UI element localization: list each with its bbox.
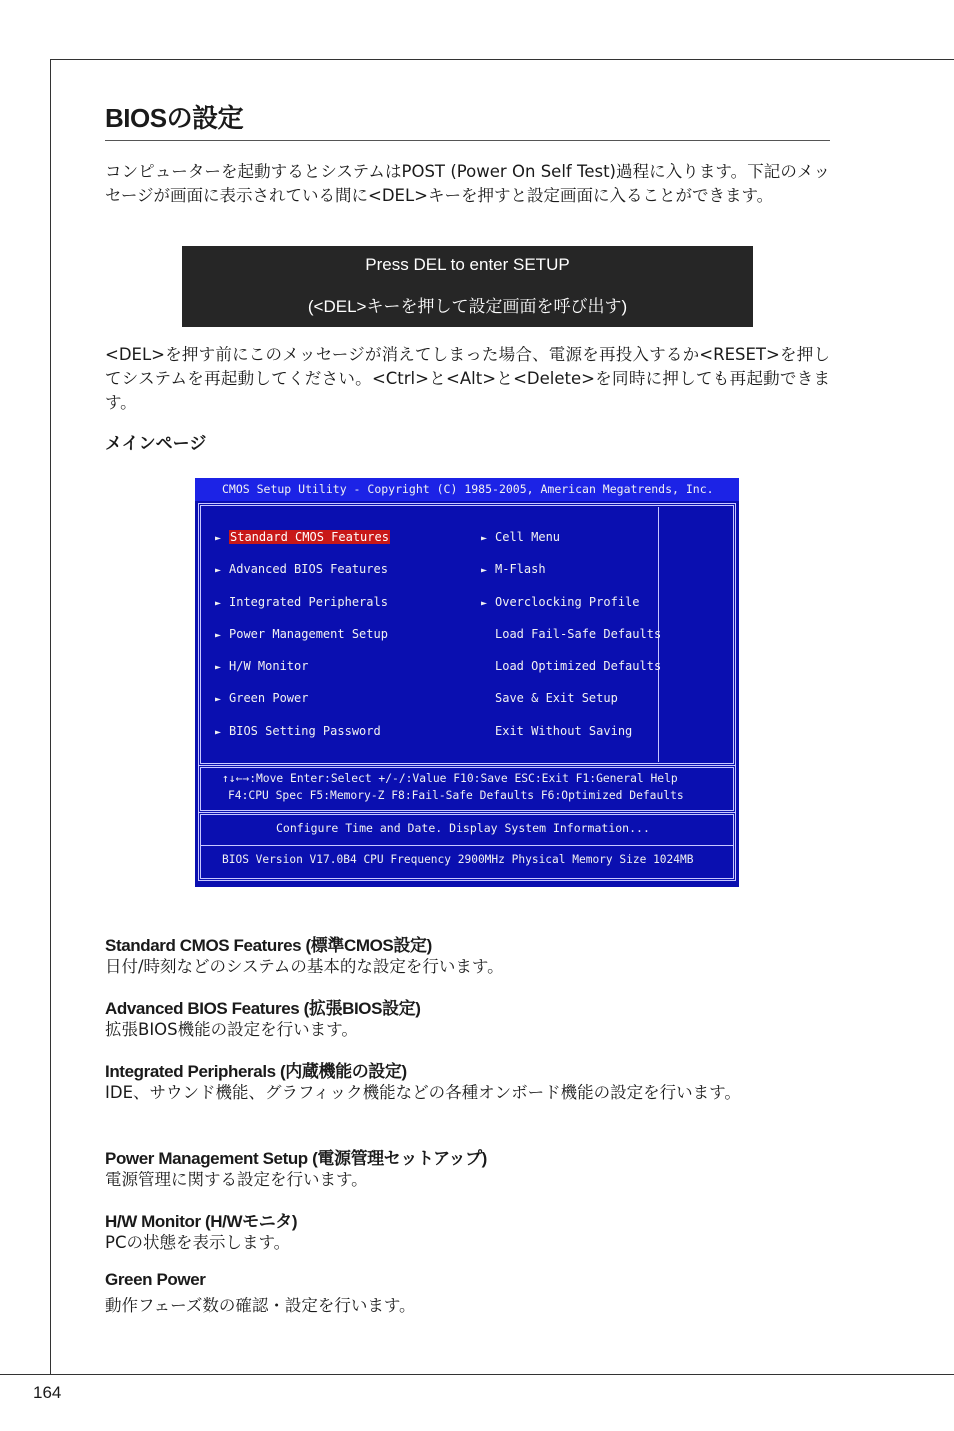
bios-menu-standard-cmos-features[interactable]: ► Standard CMOS Features <box>215 529 390 547</box>
arrow-right-icon: ► <box>215 598 222 609</box>
arrow-right-icon: ► <box>215 565 222 576</box>
desc-body-integrated-peripherals: IDE、サウンド機能、グラフィック機能などの各種オンボード機能の設定を行います。 <box>105 1083 741 1102</box>
arrow-right-icon: ► <box>215 662 222 673</box>
arrow-right-icon: ► <box>215 694 222 705</box>
bios-help-line-2: F4:CPU Spec F5:Memory-Z F8:Fail-Safe Defaults F6:Optimized Defaults <box>228 789 684 802</box>
bios-menu-cell-menu[interactable]: ► Cell Menu <box>481 529 560 547</box>
bios-menu-exit-without-saving[interactable]: Exit Without Saving <box>495 724 633 738</box>
bios-menu-power-management-setup[interactable]: ► Power Management Setup <box>215 626 388 644</box>
bios-menu-advanced-bios-features[interactable]: ► Advanced BIOS Features <box>215 561 388 579</box>
desc-heading-integrated-peripherals: Integrated Peripherals (内蔵機能の設定) <box>105 1062 407 1081</box>
desc-body-advanced-bios: 拡張BIOS機能の設定を行います。 <box>105 1020 358 1039</box>
page-title: BIOSの設定 <box>105 103 244 133</box>
bios-screenshot <box>195 478 739 887</box>
bios-menu-green-power[interactable]: ► Green Power <box>215 690 308 708</box>
bios-status-line: Configure Time and Date. Display System Information... <box>276 821 650 835</box>
desc-heading-green-power: Green Power <box>105 1270 206 1289</box>
desc-body-hw-monitor: PCの状態を表示します。 <box>105 1233 291 1252</box>
arrow-right-icon: ► <box>481 533 488 544</box>
bios-menu-save-exit-setup[interactable]: Save & Exit Setup <box>495 691 618 705</box>
page-number: 164 <box>33 1383 62 1402</box>
post-message-box <box>182 246 753 327</box>
desc-heading-standard-cmos: Standard CMOS Features (標準CMOS設定) <box>105 936 432 955</box>
post-message-translation: (<DEL>キーを押して設定画面を呼び出す) <box>307 297 628 316</box>
bios-menu-overclocking-profile[interactable]: ► Overclocking Profile <box>481 594 640 612</box>
desc-heading-advanced-bios: Advanced BIOS Features (拡張BIOS設定) <box>105 999 421 1018</box>
arrow-right-icon: ► <box>215 630 222 641</box>
page-frame-top-rule <box>50 59 954 60</box>
arrow-right-icon: ► <box>481 565 488 576</box>
bios-version-line: BIOS Version V17.0B4 CPU Frequency 2900MHz Physical Memory Size 1024MB <box>222 853 694 866</box>
arrow-right-icon: ► <box>215 727 222 738</box>
bios-status-divider <box>200 845 734 846</box>
bios-title-bar: CMOS Setup Utility - Copyright (C) 1985-2005, American Megatrends, Inc. <box>195 478 739 501</box>
bios-menu-m-flash[interactable]: ► M-Flash <box>481 561 546 579</box>
page-frame-left-rule <box>50 59 51 1375</box>
desc-heading-power-management: Power Management Setup (電源管理セットアップ) <box>105 1149 487 1168</box>
post-message-line: Press DEL to enter SETUP <box>365 255 570 274</box>
bios-menu-load-fail-safe-defaults[interactable]: Load Fail-Safe Defaults <box>495 627 662 641</box>
bios-menu-integrated-peripherals[interactable]: ► Integrated Peripherals <box>215 594 388 612</box>
bios-menu-bios-setting-password[interactable]: ► BIOS Setting Password <box>215 723 381 741</box>
arrow-right-icon: ► <box>215 533 222 544</box>
reboot-note-paragraph: <DEL>を押す前にこのメッセージが消えてしまった場合、電源を再投入するか<RESET>を押してシステムを再起動してください。<Ctrl>と<Alt>と<Delete>を同時に押しても再起動できます。 <box>105 345 830 412</box>
page-frame-bottom-rule <box>0 1374 954 1375</box>
desc-body-power-management: 電源管理に関する設定を行います。 <box>105 1170 368 1189</box>
desc-body-standard-cmos: 日付/時刻などのシステムの基本的な設定を行います。 <box>105 957 504 976</box>
section-heading-main-page: メインページ <box>105 434 207 454</box>
desc-heading-hw-monitor: H/W Monitor (H/Wモニタ) <box>105 1212 298 1231</box>
bios-menu-hw-monitor[interactable]: ► H/W Monitor <box>215 658 308 676</box>
title-underline <box>105 140 830 141</box>
bios-menu-load-optimized-defaults[interactable]: Load Optimized Defaults <box>495 659 662 673</box>
desc-body-green-power: 動作フェーズ数の確認・設定を行います。 <box>105 1296 416 1315</box>
bios-help-line-1: ↑↓←→:Move Enter:Select +/-/:Value F10:Save ESC:Exit F1:General Help <box>222 772 678 785</box>
arrow-right-icon: ► <box>481 598 488 609</box>
intro-paragraph: コンピューターを起動するとシステムはPOST (Power On Self Test)過程に入ります。下記のメッセージが画面に表示されている間に<DEL>キーを押すと設定画面に入ることができます。 <box>105 162 830 205</box>
